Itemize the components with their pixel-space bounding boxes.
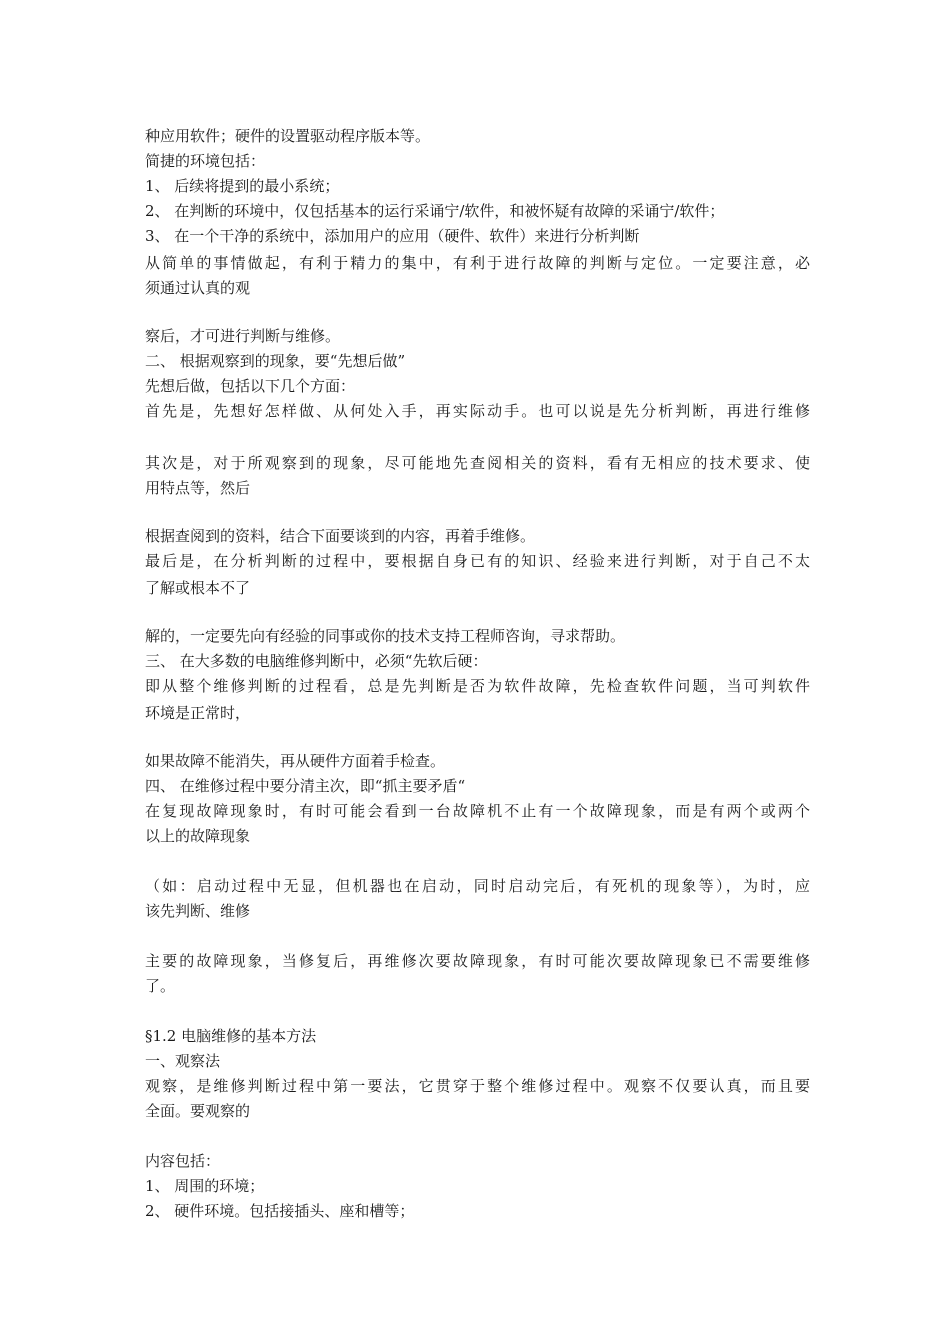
text-line: 观察，是维修判断过程中第一要法，它贯穿于整个维修过程中。观察不仅要认真，而且要 xyxy=(145,1077,810,1095)
text-line: 了。 xyxy=(145,977,176,995)
text-line: 了解或根本不了 xyxy=(145,579,251,597)
text-line: 内容包括： xyxy=(145,1152,221,1170)
text-line: 先想后做，包括以下几个方面： xyxy=(145,377,356,395)
text-line: 解的，一定要先向有经验的同事或你的技术支持工程师咨询，寻求帮助。 xyxy=(145,627,626,645)
text-line: 用特点等，然后 xyxy=(145,479,251,497)
text-line: 其次是，对于所观察到的现象，尽可能地先查阅相关的资料，看有无相应的技术要求、使 xyxy=(145,454,810,472)
text-line: 该先判断、维修 xyxy=(145,902,251,920)
text-line: 环境是正常时， xyxy=(145,704,251,722)
section-heading: 三、 在大多数的电脑维修判断中，必须“先软后硬： xyxy=(145,652,488,670)
text-line: （如：启动过程中无显，但机器也在启动，同时启动完后，有死机的现象等），为时，应 xyxy=(145,877,810,895)
section-heading: 一、观察法 xyxy=(145,1052,221,1070)
text-line: 以上的故障现象 xyxy=(145,827,251,845)
text-line: 全面。要观察的 xyxy=(145,1102,251,1120)
text-line: 简捷的环境包括： xyxy=(145,152,266,170)
text-line: 最后是，在分析判断的过程中，要根据自身已有的知识、经验来进行判断，对于自己不太 xyxy=(145,552,810,570)
text-line: 须通过认真的观 xyxy=(145,279,251,297)
text-line: 察后，才可进行判断与维修。 xyxy=(145,327,341,345)
section-heading: 四、 在维修过程中要分清主次，即“抓主要矛盾“ xyxy=(145,777,466,795)
text-line: 种应用软件；硬件的设置驱动程序版本等。 xyxy=(145,127,431,145)
text-line: 主要的故障现象，当修复后，再维修次要故障现象，有时可能次要故障现象已不需要维修 xyxy=(145,952,810,970)
list-item: 2、 在判断的环境中，仅包括基本的运行采诵宁/软件，和被怀疑有故障的采诵宁/软件； xyxy=(145,202,725,220)
chapter-heading: §1.2 电脑维修的基本方法 xyxy=(145,1027,317,1045)
text-line: 根据查阅到的资料，结合下面要谈到的内容，再着手维修。 xyxy=(145,527,536,545)
section-heading: 二、 根据观察到的现象，要“先想后做” xyxy=(145,352,406,370)
list-item: 1、 周围的环境； xyxy=(145,1177,265,1195)
text-line: 即从整个维修判断的过程看，总是先判断是否为软件故障，先检查软件问题，当可判软件 xyxy=(145,677,810,695)
text-line: 在复现故障现象时，有时可能会看到一台故障机不止有一个故障现象，而是有两个或两个 xyxy=(145,802,810,820)
list-item: 2、 硬件环境。包括接插头、座和槽等； xyxy=(145,1202,415,1220)
list-item: 1、 后续将提到的最小系统； xyxy=(145,177,340,195)
text-line: 如果故障不能消失，再从硬件方面着手检查。 xyxy=(145,752,446,770)
list-item: 3、 在一个干净的系统中，添加用户的应用（硬件、软件）来进行分析判断 xyxy=(145,227,640,245)
text-line: 从简单的事情做起，有利于精力的集中，有利于进行故障的判断与定位。一定要注意，必 xyxy=(145,254,810,272)
text-line: 首先是，先想好怎样做、从何处入手，再实际动手。也可以说是先分析判断，再进行维修 xyxy=(145,402,810,420)
